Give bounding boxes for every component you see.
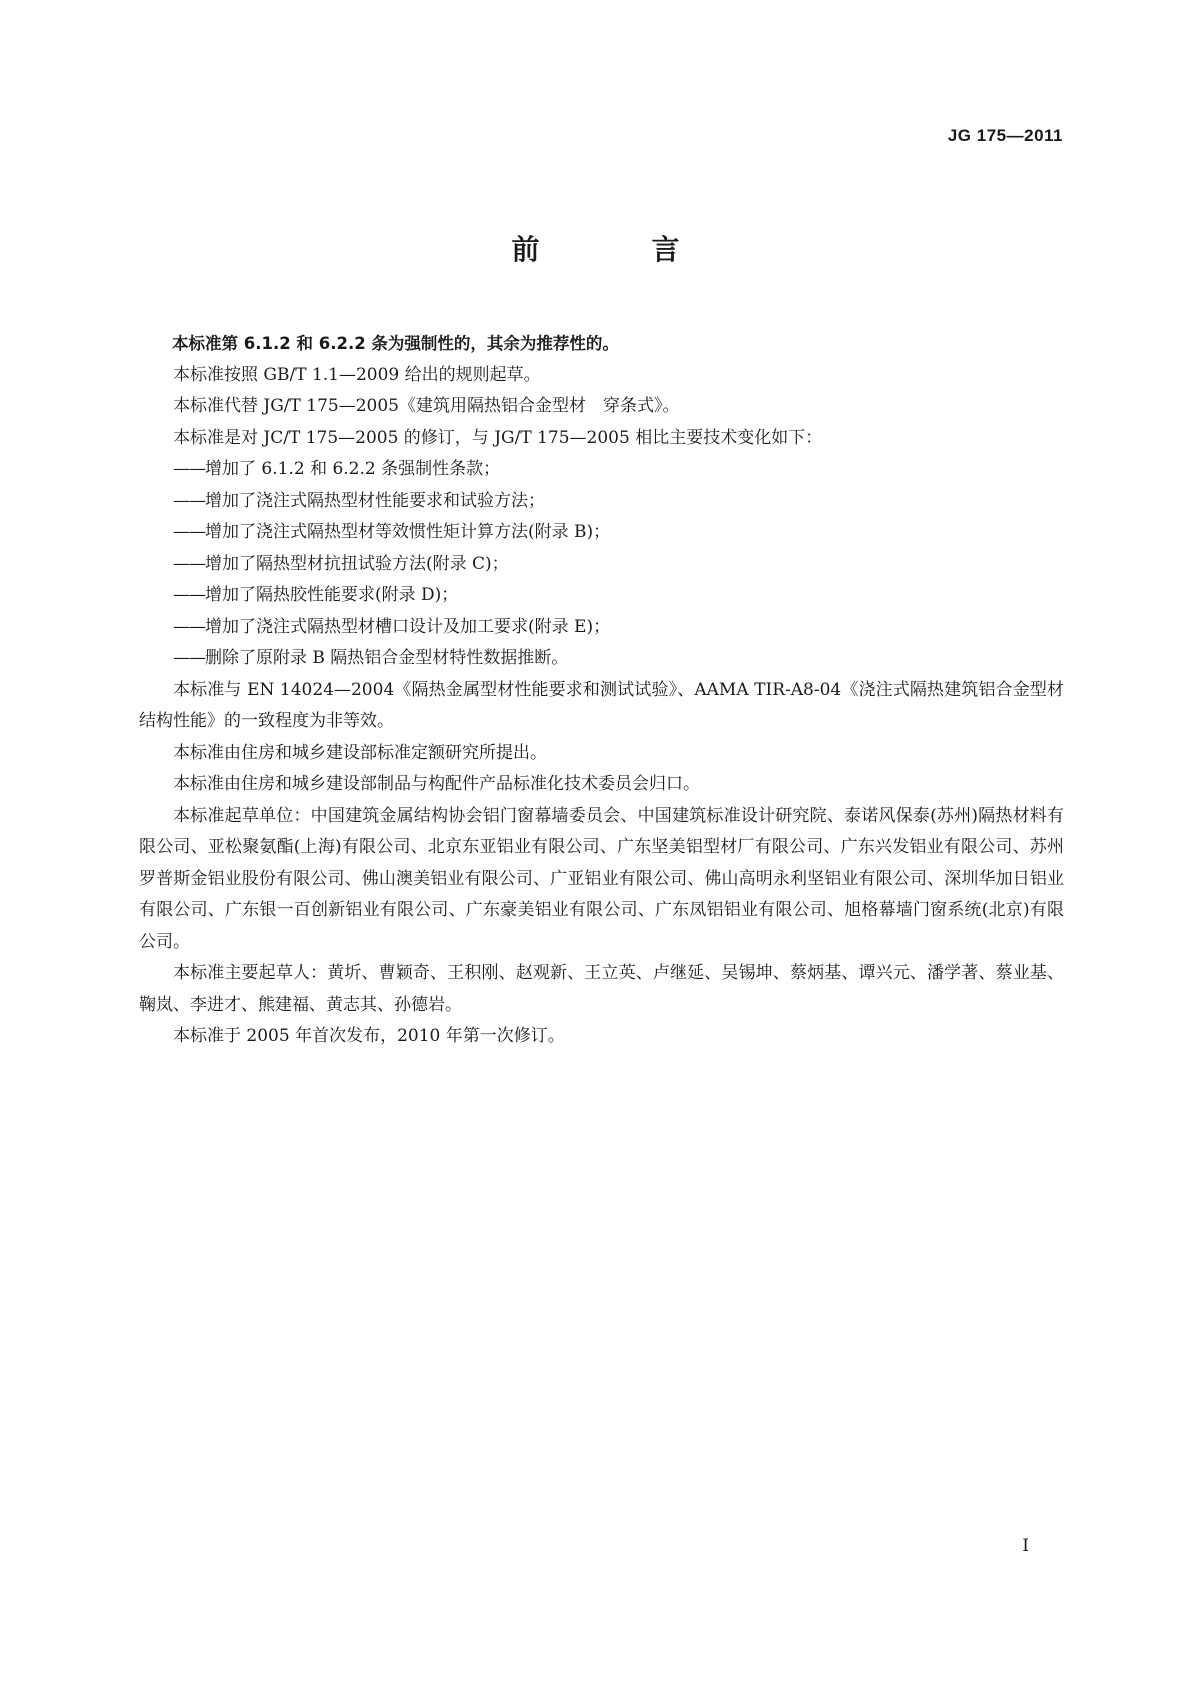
list-item-text: 删除了原附录 B 隔热铝合金型材特性数据推断。 — [205, 648, 569, 668]
list-item-text: 增加了浇注式隔热型材等效惯性矩计算方法(附录 B)； — [205, 522, 611, 542]
drafters-paragraph: 本标准主要起草人：黄圻、曹颖奇、王积刚、赵观新、王立英、卢继延、吴锡坤、蔡炳基、谭兴元、潘学著、蔡业基、鞠岚、李进才、熊建福、黄志其、孙德岩。 — [139, 963, 1064, 1015]
list-item-text: 增加了 6.1.2 和 6.2.2 条强制性条款； — [205, 459, 501, 479]
list-dash: —— — [173, 585, 205, 605]
list-item — [139, 643, 1064, 675]
list-dash: —— — [173, 616, 205, 637]
list-dash: —— — [173, 522, 205, 542]
drafting-rules-paragraph: 本标准按照 GB/T 1.1—2009 给出的规则起草。 — [173, 364, 541, 385]
history-paragraph: 本标准于 2005 年首次发布，2010 年第一次修订。 — [173, 1026, 565, 1046]
list-item — [139, 486, 1064, 518]
equivalence-paragraph: 本标准与 EN 14024—2004《隔热金属型材性能要求和测试试验》、AAMA TIR-A8-04《浇注式隔热建筑铝合金型材结构性能》的一致程度为非等效。 — [139, 679, 1064, 731]
list-item-text: 增加了隔热型材抗扭试验方法(附录 C)； — [205, 553, 509, 574]
revision-intro-paragraph: 本标准是对 JC/T 175—2005 的修订，与 JG/T 175—2005 相比主要技术变化如下： — [173, 427, 823, 448]
standard-code: JG 175—2011 — [947, 126, 1063, 145]
list-item-text: 增加了浇注式隔热型材槽口设计及加工要求(附录 E)； — [205, 616, 611, 637]
mandatory-clause-paragraph: 本标准第 6.1.2 和 6.2.2 条为强制性的，其余为推荐性的。 — [172, 334, 619, 353]
centralized-by-paragraph: 本标准由住房和城乡建设部制品与构配件产品标准化技术委员会归口。 — [173, 774, 700, 794]
list-item — [139, 549, 1064, 581]
list-item — [139, 454, 1064, 486]
technical-changes-list — [139, 454, 1064, 675]
list-item-text: 增加了浇注式隔热型材性能要求和试验方法； — [205, 490, 545, 511]
list-item — [139, 580, 1064, 612]
list-dash: —— — [173, 648, 205, 668]
page-title: 前 言 — [511, 233, 722, 266]
proposed-by-paragraph: 本标准由住房和城乡建设部标准定额研究所提出。 — [173, 742, 547, 763]
list-dash: —— — [173, 490, 205, 511]
list-dash: —— — [173, 553, 205, 574]
list-item — [139, 612, 1064, 644]
replaces-paragraph: 本标准代替 JG/T 175—2005《建筑用隔热铝合金型材 穿条式》。 — [173, 396, 680, 416]
list-dash: —— — [173, 459, 205, 479]
list-item — [139, 517, 1064, 549]
drafting-units-paragraph: 本标准起草单位：中国建筑金属结构协会铝门窗幕墙委员会、中国建筑标准设计研究院、泰诺风保泰(苏州)隔热材料有限公司、亚松聚氨酯(上海)有限公司、北京东亚铝业有限公司、广东坚美铝型材厂有限公司、广东兴发铝业有限公司、苏州罗普斯金铝业股份有限公司、佛山澳美铝业有限公司、广亚铝业有限公司、佛山高明永利坚铝业有限公司、深圳华加日铝业有限公司、广东银一百创新铝业有限公司、广东豪美铝业有限公司、广东凤铝铝业有限公司、旭格幕墙门窗系统(北京)有限公司。 — [139, 805, 1064, 952]
foreword-body — [139, 328, 1064, 1053]
list-item-text: 增加了隔热胶性能要求(附录 D)； — [205, 585, 459, 605]
page-number: I — [1022, 1536, 1029, 1556]
